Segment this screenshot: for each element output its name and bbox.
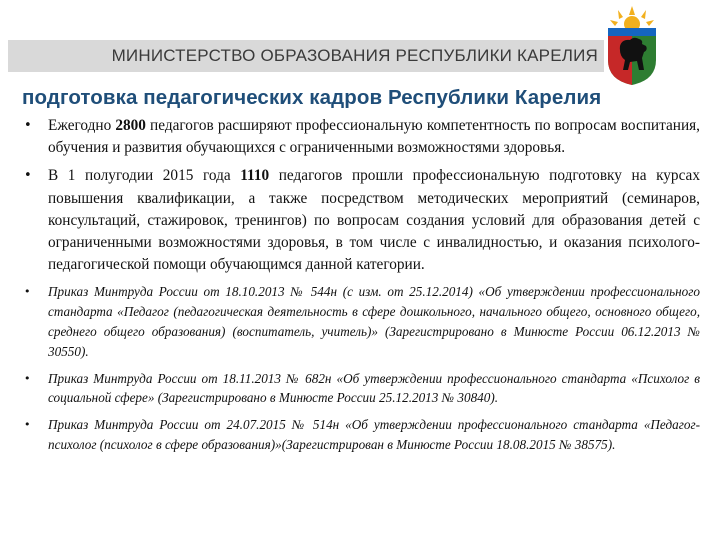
shield-top-band <box>608 28 656 36</box>
bullet-icon: • <box>24 118 32 133</box>
list-item <box>22 415 700 455</box>
list-item <box>22 369 700 409</box>
item-text-pre: В 1 полугодии 2015 года <box>48 167 241 185</box>
karelia-coat-of-arms-icon <box>604 6 660 86</box>
page-title: подготовка педагогических кадров Республики Карелия <box>22 86 602 109</box>
item-number: 2800 <box>115 117 146 134</box>
ministry-banner <box>8 40 604 72</box>
list-item <box>22 165 700 276</box>
order-text: Приказ Минтруда России от 18.11.2013 № 682н «Об утверждении профессионального стандарта «Психолог в социальной сфере» (Зарегистрировано в Минюсте России 25.12.2013 № 30840). <box>48 370 700 406</box>
content <box>22 115 700 462</box>
ministry-name: МИНИСТЕРСТВО ОБРАЗОВАНИЯ РЕСПУБЛИКИ КАРЕЛИЯ <box>111 46 598 65</box>
item-text-post: педагогов прошли профессиональную подготовку на курсах повышения квалификации, а также посредством методических мероприятий (семинаров, консультаций, стажировок, тренингов) по вопросам создания условий для образования детей с ограниченными возможностями здоровья, в том числе с инвалидностью, и оказания психолого-педагогической помощи обучающимся данной категории. <box>48 167 700 274</box>
list-item <box>22 282 700 361</box>
list-item <box>22 115 700 159</box>
order-text: Приказ Минтруда России от 24.07.2015 № 514н «Об утверждении профессионального стандарта «Педагог-психолог (психолог в сфере образования)»(Зарегистрирован в Минюсте России 18.08.2015 № 38575). <box>48 417 700 452</box>
bullet-icon: • <box>24 168 32 184</box>
bullet-list <box>22 115 700 455</box>
item-text-post: педагогов расширяют профессиональную компетентность по вопросам воспитания, обучения и развития обучающихся с ограниченными возможностями здоровья. <box>48 117 700 157</box>
item-text-pre: Ежегодно <box>48 117 116 134</box>
bullet-icon: • <box>24 285 31 299</box>
bullet-icon: • <box>24 371 31 385</box>
order-text: Приказ Минтруда России от 18.10.2013 № 544н (с изм. от 25.12.2014) «Об утверждении профессионального стандарта «Педагог (педагогическая деятельность в сфере дошкольного, начального общего, основного общего, среднего общего образования) (воспитатель, учитель)» (Зарегистрировано в Минюсте России 06.12.2013 № 30550). <box>48 284 700 359</box>
item-number: 1110 <box>240 167 270 185</box>
bullet-icon: • <box>24 418 31 432</box>
